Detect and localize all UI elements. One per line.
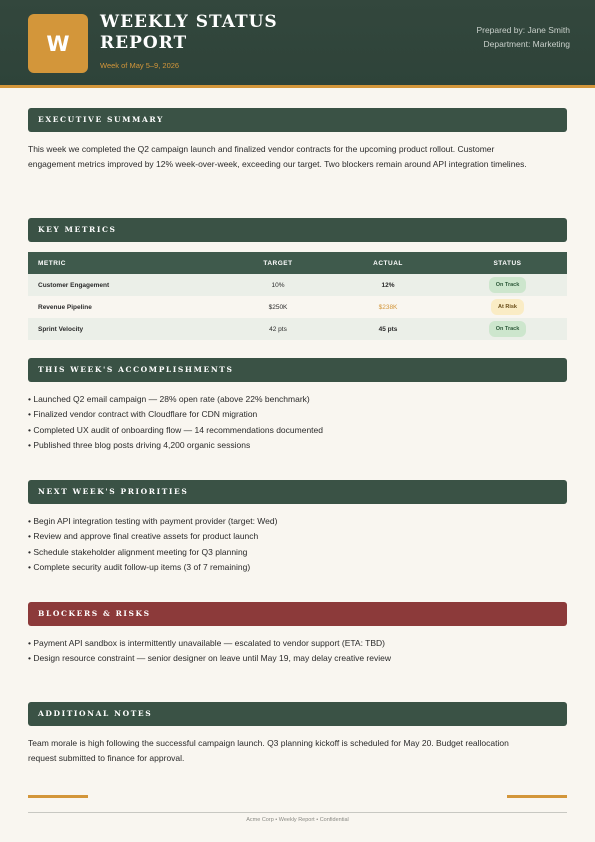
metric-target: $250K	[268, 303, 288, 311]
column-header-status: STATUS	[493, 259, 522, 267]
priorities-list	[28, 514, 558, 575]
notes-text: Team morale is high following the successful campaign launch. Q3 planning kickoff is scheduled for May 20. Budget reallocation request submitted to finance for approval.	[28, 738, 509, 763]
section-heading-priorities: NEXT WEEK'S PRIORITIES	[28, 480, 567, 504]
list-item: • Begin API integration testing with payment provider (target: Wed)	[28, 514, 558, 529]
author-block	[476, 23, 570, 51]
list-item: • Finalized vendor contract with Cloudflare for CDN migration	[28, 407, 558, 422]
accomplishments-list	[28, 392, 558, 453]
list-item: • Complete security audit follow-up items (3 of 7 remaining)	[28, 560, 558, 575]
section-heading-notes: ADDITIONAL NOTES	[28, 702, 567, 726]
table-header	[28, 252, 567, 274]
prepared-by: Prepared by: Jane Smith	[476, 25, 570, 35]
metric-actual: 12%	[381, 281, 395, 289]
status-badge: At Risk	[491, 299, 524, 315]
report-title: WEEKLY STATUS REPORT	[100, 12, 278, 53]
list-item: • Launched Q2 email campaign — 28% open rate (above 22% benchmark)	[28, 392, 558, 407]
metric-name: Sprint Velocity	[38, 325, 84, 333]
list-item: • Design resource constraint — senior designer on leave until May 19, may delay creative review	[28, 651, 558, 666]
logo: W	[28, 14, 88, 73]
list-item: • Schedule stakeholder alignment meeting for Q3 planning	[28, 545, 558, 560]
footer-text: Acme Corp • Weekly Report • Confidential	[246, 817, 349, 823]
metric-actual: 45 pts	[378, 325, 398, 333]
table-row	[28, 274, 567, 296]
metrics-table	[28, 252, 567, 340]
list-item: • Completed UX audit of onboarding flow — 14 recommendations documented	[28, 423, 558, 438]
department: Department: Marketing	[483, 39, 570, 49]
list-item: • Published three blog posts driving 4,200 organic sessions	[28, 438, 558, 453]
table-row	[28, 296, 567, 318]
metric-name: Customer Engagement	[38, 281, 110, 289]
footer-accent-right	[507, 795, 567, 798]
blockers-list	[28, 636, 558, 667]
metric-name: Revenue Pipeline	[38, 303, 92, 311]
section-heading-metrics: KEY METRICS	[28, 218, 567, 242]
summary-text: This week we completed the Q2 campaign launch and finalized vendor contracts for the upcoming product rollout. Customer engagement metrics improved by 12% week-over-week, exceeding our target. Two blockers remain around API integration timelines.	[28, 144, 527, 169]
status-badge: On Track	[489, 277, 527, 293]
status-badge: On Track	[489, 321, 527, 337]
report-header	[0, 0, 595, 88]
column-header-target: TARGET	[263, 259, 293, 267]
metric-actual: $238K	[378, 303, 398, 311]
footer-divider	[28, 812, 567, 813]
section-heading-accomplishments: THIS WEEK'S ACCOMPLISHMENTS	[28, 358, 567, 382]
list-item: • Review and approve final creative assets for product launch	[28, 529, 558, 544]
table-row	[28, 318, 567, 340]
report-week: Week of May 5–9, 2026	[100, 61, 180, 70]
section-heading-blockers: BLOCKERS & RISKS	[28, 602, 567, 626]
metric-target: 42 pts	[269, 325, 287, 333]
column-header-metric: METRIC	[38, 259, 66, 267]
metric-target: 10%	[271, 281, 285, 289]
column-header-actual: ACTUAL	[373, 259, 403, 267]
list-item: • Payment API sandbox is intermittently unavailable — escalated to vendor support (ETA: TBD)	[28, 636, 558, 651]
footer-accent-left	[28, 795, 88, 798]
section-heading-summary: EXECUTIVE SUMMARY	[28, 108, 567, 132]
